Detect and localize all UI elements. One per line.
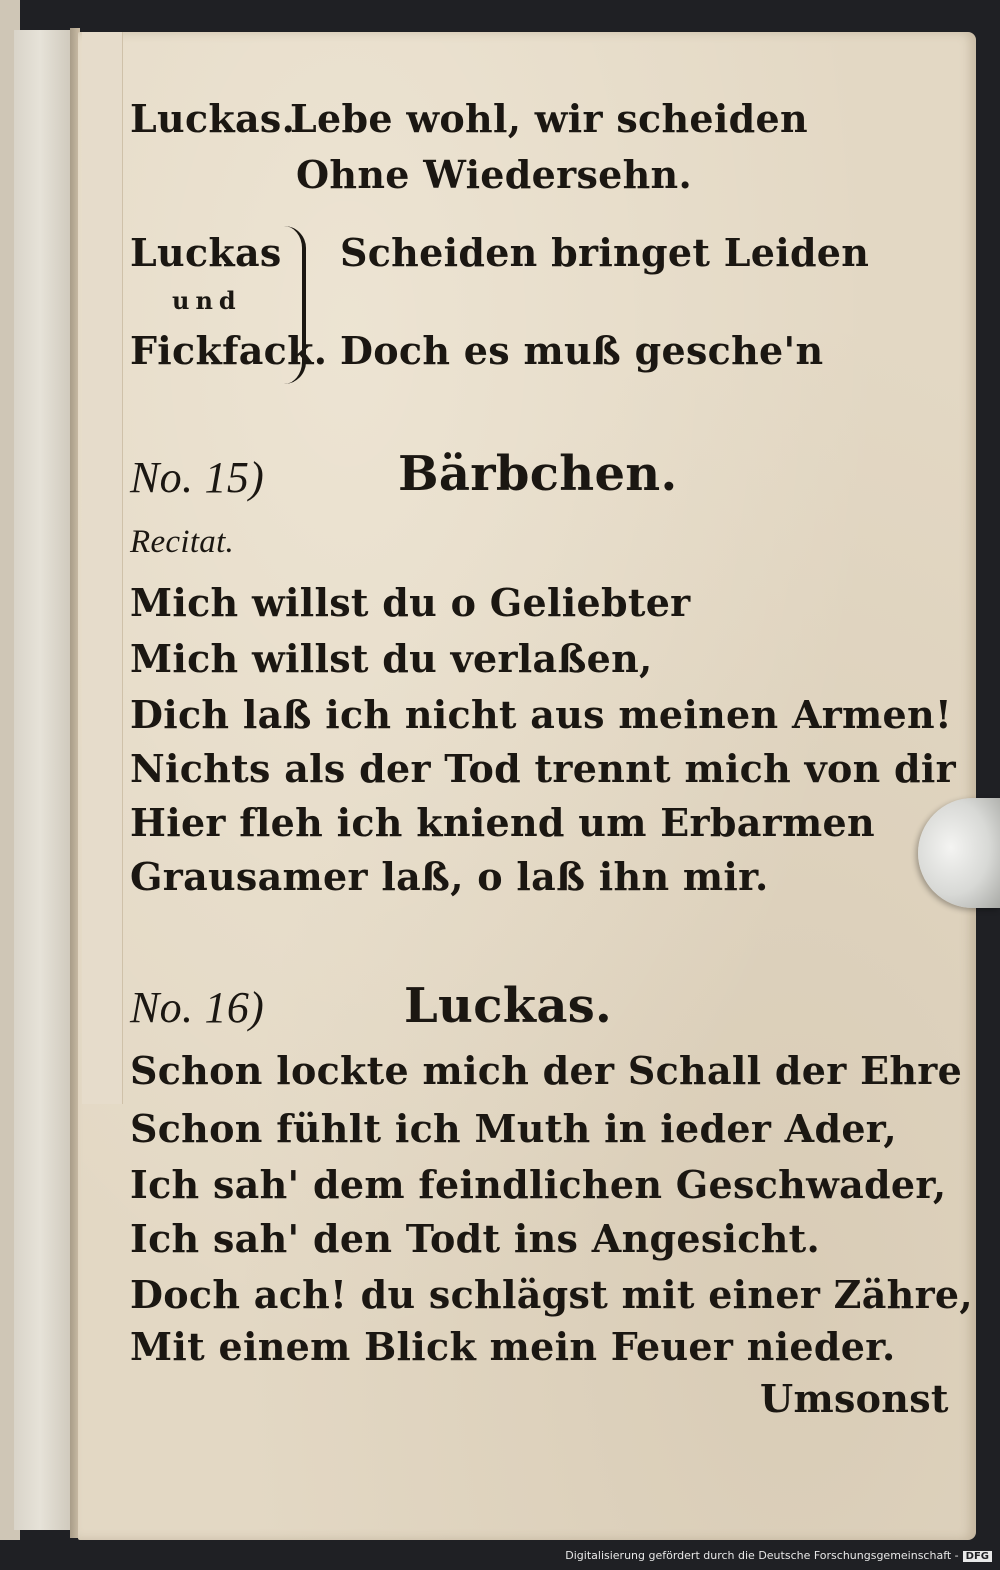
speaker-conjunction: und xyxy=(172,286,242,315)
number-label: No. 15) xyxy=(130,453,265,502)
verse-line: Doch es muß gesche'n xyxy=(340,328,824,373)
credit-text: Digitalisierung gefördert durch die Deutsche Forschungsgemeinschaft - xyxy=(565,1549,959,1562)
verse-line: Schon lockte mich der Schall der Ehre xyxy=(130,1048,963,1093)
verse-line: Dich laß ich nicht aus meinen Armen! xyxy=(130,692,952,737)
catchword: Umsonst xyxy=(760,1376,949,1421)
verse-line: Mich willst du verlaßen, xyxy=(130,636,653,681)
verse-line: Ich sah' den Todt ins Angesicht. xyxy=(130,1216,821,1261)
verse-line: Ohne Wiedersehn. xyxy=(296,152,693,197)
dfg-logo: DFG xyxy=(963,1551,992,1562)
verse-line: Lebe wohl, wir scheiden xyxy=(290,96,808,141)
verse-line: Mich willst du o Geliebter xyxy=(130,580,691,625)
speaker-fickfack: Fickfack. xyxy=(130,328,328,373)
verse-line: Doch ach! du schlägst mit einer Zähre, xyxy=(130,1272,973,1317)
verse-line: Nichts als der Tod trennt mich von dir xyxy=(130,746,956,791)
verse-line: Grausamer laß, o laß ihn mir. xyxy=(130,854,769,899)
section-heading: Bärbchen. xyxy=(398,446,678,502)
verse-line: Hier fleh ich kniend um Erbarmen xyxy=(130,800,875,845)
number-label: No. 16) xyxy=(130,983,265,1032)
verse-line: Scheiden bringet Leiden xyxy=(340,230,870,275)
section-heading: Luckas. xyxy=(404,978,613,1034)
verse-line: Schon fühlt ich Muth in ieder Ader, xyxy=(130,1106,897,1151)
speaker-luckas-duet: Luckas xyxy=(130,230,282,275)
speaker-bracket xyxy=(272,226,306,384)
verse-line: Mit einem Blick mein Feuer nieder. xyxy=(130,1324,896,1369)
verse-line: Ich sah' dem feindlichen Geschwader, xyxy=(130,1162,947,1207)
recitative-label: Recitat. xyxy=(130,524,235,560)
funding-credit xyxy=(565,1549,992,1562)
previous-leaf xyxy=(14,30,73,1530)
speaker-luckas: Luckas. xyxy=(130,96,296,141)
pasted-paper-slip xyxy=(82,32,123,1104)
